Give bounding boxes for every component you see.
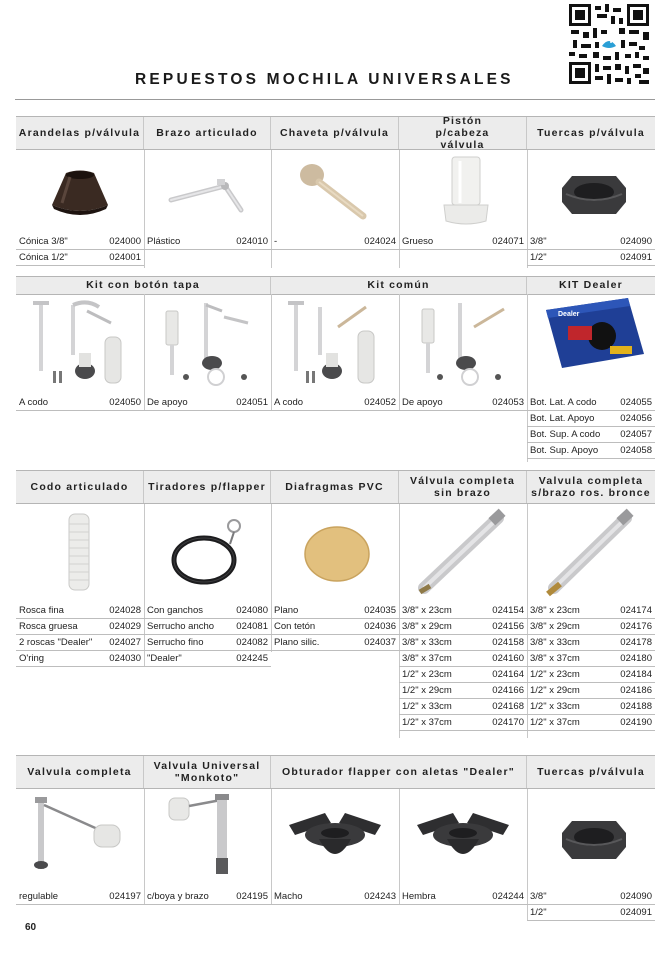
row-monkoto-1: c/boya y brazo 024195 [144,889,271,905]
section1-header [16,116,655,150]
monkoto-image [165,792,250,878]
row-valvula-bronce-1: 3/8" x 23cm 024174 [527,603,655,619]
header-tuercas-2: Tuercas p/válvula [537,765,645,778]
row-piston-1: Grueso 024071 [399,234,527,250]
valvula-sin-brazo-image [410,508,520,600]
codo-articulado-image [62,512,96,592]
row-valvula-bronce-4: 3/8" x 37cm 024180 [527,651,655,667]
row-valvula-bronce-5: 1/2" x 23cm 024184 [527,667,655,683]
header-valvula-sin-brazo: Válvula completa sin brazo [399,471,527,503]
row-valvula-bronce-6: 1/2" x 29cm 024186 [527,683,655,699]
tirador-image [168,516,248,591]
kit-codo-image-2 [280,297,390,389]
row-valvula-sin-brazo-4: 3/8" x 37cm 024160 [399,651,527,667]
row-tuerca-2: 1/2" 024091 [527,250,655,266]
header-kit-comun: Kit común [271,277,527,294]
valvula-bronce-image [538,508,648,600]
header-monkoto: Valvula Universal "Monkoto" [144,756,271,788]
row-codo-3: 2 roscas "Dealer" 024027 [16,635,144,651]
qr-code [569,4,649,84]
row-kit-apoyo-2: De apoyo 024053 [399,395,527,411]
header-tuercas: Tuercas p/válvula [537,126,645,139]
row-valvula-sin-brazo-3: 3/8" x 33cm 024158 [399,635,527,651]
header-codo-articulado: Codo articulado [16,471,144,503]
page-number: 60 [25,922,37,933]
row-kit-codo-2: A codo 024052 [271,395,399,411]
row-diafragma-1: Plano 024035 [271,603,399,619]
row-valvula-completa-1: regulable 024197 [16,889,144,905]
kit-dealer-box-label: Dealer [558,311,580,318]
row-valvula-bronce-8: 1/2" x 37cm 024190 [527,715,655,731]
header-obturador: Obturador flapper con aletas "Dealer" [271,756,527,788]
row-kit-dealer-4: Bot. Sup. Apoyo 024058 [527,443,655,459]
row-valvula-sin-brazo-7: 1/2" x 33cm 024168 [399,699,527,715]
row-tirador-1: Con ganchos 024080 [144,603,271,619]
row-codo-2: Rosca gruesa 024029 [16,619,144,635]
header-diafragmas: Diafragmas PVC [271,471,399,503]
row-kit-apoyo-1: De apoyo 024051 [144,395,271,411]
header-tiradores: Tiradores p/flapper [144,471,271,503]
section2-header [16,276,655,295]
row-tirador-2: Serrucho ancho 024081 [144,619,271,635]
kit-dealer-box-image [540,296,648,372]
row-kit-dealer-2: Bot. Lat. Apoyo 024056 [527,411,655,427]
row-kit-dealer-1: Bot. Lat. A codo 024055 [527,395,655,411]
section3-header [16,470,655,504]
header-chaveta: Chaveta p/válvula [271,117,399,149]
row-chaveta-1: - 024024 [271,234,399,250]
row-arandela-2: Cónica 1/2" 024001 [16,250,144,266]
header-valvula-completa: Valvula completa [16,756,144,788]
row-tuerca-1: 3/8" 024090 [527,234,655,250]
kit-apoyo-image-1 [152,297,262,389]
row-kit-dealer-3: Bot. Sup. A codo 024057 [527,427,655,443]
title-rule [15,99,655,100]
header-valvula-bronce: Valvula completa s/brazo ros. bronce [531,474,651,499]
row-arandela-1: Cónica 3/8" 024000 [16,234,144,250]
row-valvula-bronce-7: 1/2" x 33cm 024188 [527,699,655,715]
kit-codo-image-1 [25,297,135,389]
row-valvula-sin-brazo-6: 1/2" x 29cm 024166 [399,683,527,699]
kit-apoyo-image-2 [410,297,520,389]
row-tirador-3: Serrucho fino 024082 [144,635,271,651]
row-flapper-hembra-1: Hembra 024244 [399,889,527,905]
row-flapper-macho-1: Macho 024243 [271,889,399,905]
arandela-image [40,165,120,220]
header-piston: Pistón p/cabeza válvula [399,117,527,149]
row-tirador-4: "Dealer" 024245 [144,651,271,667]
brazo-articulado-image [165,170,250,220]
chaveta-image [295,160,375,225]
diafragma-image [301,524,373,584]
row-kit-codo-1: A codo 024050 [16,395,144,411]
flapper-macho-image [285,805,385,870]
tuerca-image-2 [558,817,630,862]
row-brazo-1: Plástico 024010 [144,234,271,250]
piston-image [440,155,492,227]
row-valvula-sin-brazo-2: 3/8" x 29cm 024156 [399,619,527,635]
flapper-hembra-image [413,805,513,870]
tuerca-image [558,172,630,217]
valvula-completa-image [30,795,130,875]
row-valvula-bronce-3: 3/8" x 33cm 024178 [527,635,655,651]
header-kit-boton-tapa: Kit con botón tapa [16,277,271,294]
row-tuerca-b-2: 1/2" 024091 [527,905,655,921]
row-valvula-sin-brazo-8: 1/2" x 37cm 024170 [399,715,527,731]
page-title: REPUESTOS MOCHILA UNIVERSALES [135,71,514,88]
row-valvula-bronce-2: 3/8" x 29cm 024176 [527,619,655,635]
row-valvula-sin-brazo-1: 3/8" x 23cm 024154 [399,603,527,619]
row-diafragma-2: Con tetón 024036 [271,619,399,635]
row-codo-4: O'ring 024030 [16,651,144,667]
header-brazo-articulado: Brazo articulado [144,117,271,149]
header-arandelas: Arandelas p/válvula [16,117,144,149]
row-codo-1: Rosca fina 024028 [16,603,144,619]
row-valvula-sin-brazo-5: 1/2" x 23cm 024164 [399,667,527,683]
header-kit-dealer: KIT Dealer [559,279,623,292]
section4-header [16,755,655,789]
row-tuerca-b-1: 3/8" 024090 [527,889,655,905]
row-diafragma-3: Plano silic. 024037 [271,635,399,651]
